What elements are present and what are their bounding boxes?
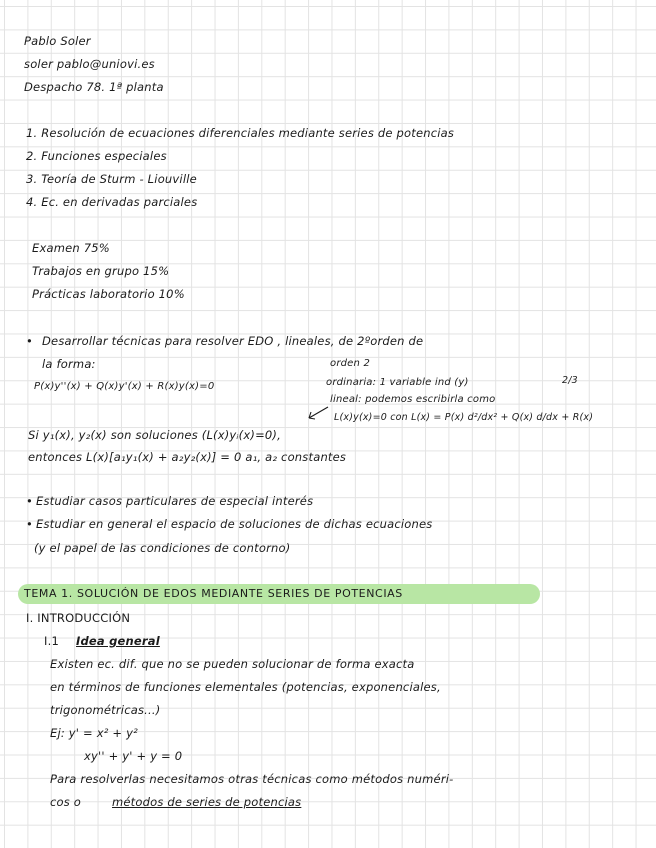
objective-bullet-2: Estudiar casos particulares de especial interés (36, 494, 314, 508)
contact-name: Pablo Soler (24, 34, 91, 48)
bullet-dot: • (26, 334, 33, 348)
body-line-3: trigonométricas...) (50, 703, 161, 717)
subsection-number: I.1 (44, 634, 59, 648)
objective-bullet-3: Estudiar en general el espacio de soluciones de dichas ecuaciones (36, 517, 433, 531)
ordinary-note: ordinaria: 1 variable ind (y) (326, 377, 469, 388)
body-line-1: Existen ec. dif. que no se pueden solucionar de forma exacta (50, 657, 415, 671)
topic-item: 3. Teoría de Sturm - Liouville (26, 172, 197, 186)
contact-office: Despacho 78. 1ª planta (24, 80, 164, 94)
bullet-dot: • (26, 517, 33, 531)
body-line-2: en términos de funciones elementales (potencias, exponenciales, (50, 680, 441, 694)
example-2: xy'' + y' + y = 0 (84, 749, 183, 763)
fraction-note: 2/3 (562, 375, 578, 386)
grading-item: Trabajos en grupo 15% (32, 264, 170, 278)
contact-email: soler pablo@uniovi.es (24, 57, 155, 71)
body-line-5-prefix: cos o (50, 795, 82, 809)
objective-bullet-3-cont: (y el papel de las condiciones de contorno) (34, 541, 291, 555)
order-note: orden 2 (330, 358, 371, 369)
body-line-4: Para resolverlas necesitamos otras técnicas como métodos numéri- (50, 772, 454, 786)
operator-line: L(x)y(x)=0 con L(x) = P(x) d²/dx² + Q(x) d/dx + R(x) (334, 412, 594, 423)
objective-line-1: Desarrollar técnicas para resolver EDO , lineales, de 2ºorden de (42, 334, 424, 348)
ode-equation: P(x)y''(x) + Q(x)y'(x) + R(x)y(x)=0 (34, 381, 215, 392)
objective-line-2: la forma: (42, 357, 96, 371)
section-title: I. INTRODUCCIÓN (26, 611, 131, 625)
grading-item: Examen 75% (32, 241, 110, 255)
topic-item: 1. Resolución de ecuaciones diferenciales mediante series de potencias (26, 126, 455, 140)
grading-item: Prácticas laboratorio 10% (32, 287, 185, 301)
then-line: entonces L(x)[a₁y₁(x) + a₂y₂(x)] = 0 a₁, a₂ constantes (28, 450, 347, 464)
linear-note: lineal: podemos escribirla como (330, 394, 496, 405)
bullet-dot: • (26, 494, 33, 508)
body-line-5-underlined: métodos de series de potencias (112, 795, 302, 809)
topic-item: 2. Funciones especiales (26, 149, 167, 163)
solutions-line: Si y₁(x), y₂(x) son soluciones (L(x)yᵢ(x)=0), (28, 428, 281, 442)
tema-title: TEMA 1. SOLUCIÓN DE EDOS MEDIANTE SERIES DE POTENCIAS (24, 587, 403, 600)
arrow-icon (304, 404, 330, 424)
topic-item: 4. Ec. en derivadas parciales (26, 195, 198, 209)
example-1: Ej: y' = x² + y² (50, 726, 138, 740)
subsection-title: Idea general (76, 634, 160, 648)
